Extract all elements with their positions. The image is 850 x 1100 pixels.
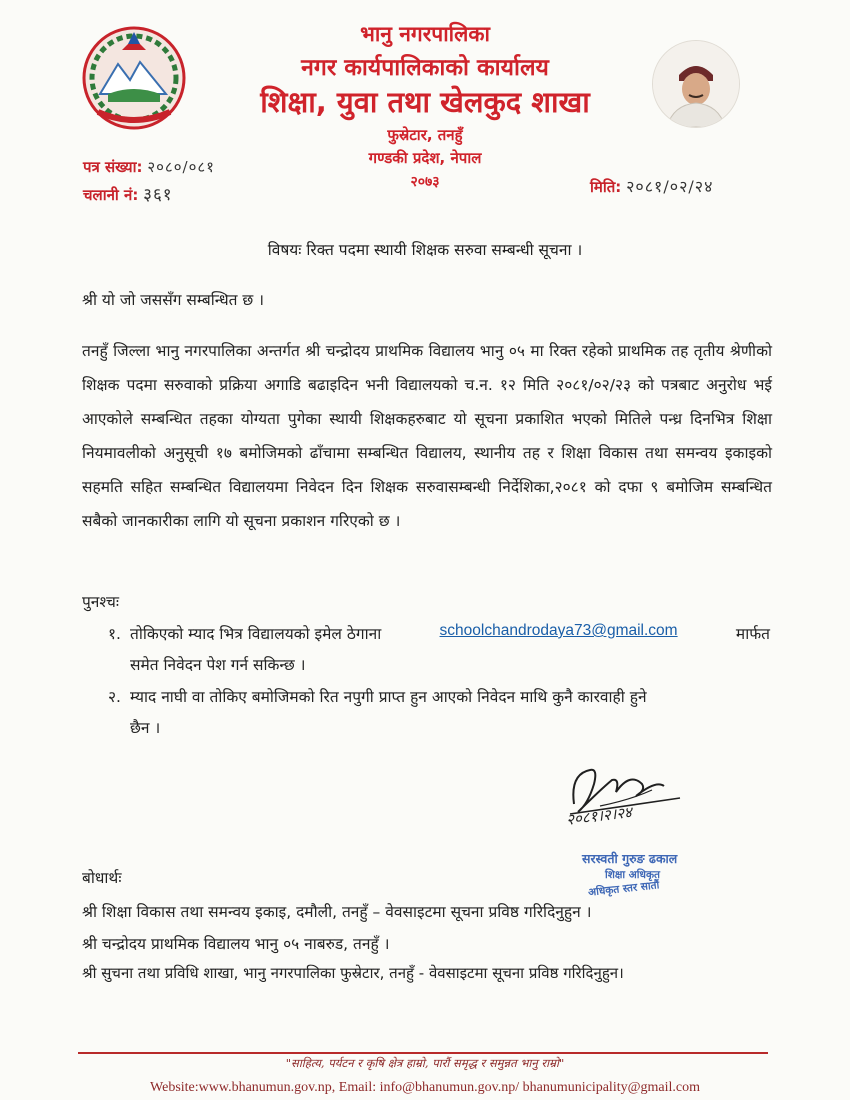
stamp-name: सरस्वती गुरुङ ढकाल xyxy=(582,851,678,866)
note-item-1-number: १. xyxy=(108,625,121,643)
cc-line-2: श्री चन्द्रोदय प्राथमिक विद्यालय भानु ०५ नाबरुड, तनहुँ । xyxy=(82,935,390,953)
cc-line-3: श्री सुचना तथा प्रविधि शाखा, भानु नगरपालिका फुस्रेटार, तनहुँ - वेवसाइटमा सूचना प्रविष्ठ गरिदिनुहुन। xyxy=(82,964,624,982)
signature-date: २०८१।२।२४ xyxy=(565,803,633,829)
municipality-name: भानु नगरपालिका xyxy=(360,22,490,46)
letter-date xyxy=(590,175,713,197)
date-label: मिति: xyxy=(590,178,622,196)
subject-line: विषयः रिक्त पदमा स्थायी शिक्षक सरुवा सम्बन्धी सूचना । xyxy=(267,241,583,259)
footer-contact: Website:www.bhanumun.gov.np, Email: info@bhanumun.gov.np/ bhanumunicipality@gmail.com xyxy=(150,1080,700,1095)
cc-line-1: श्री शिक्षा विकास तथा समन्वय इकाइ, दमौली, तनहुँ – वेवसाइटमा सूचना प्रविष्ठ गरिदिनुहुन । xyxy=(82,903,592,921)
dispatch-number xyxy=(83,182,173,205)
letter-number xyxy=(83,157,215,177)
letter-number-label: पत्र संख्या: xyxy=(83,158,143,176)
signature-icon xyxy=(560,760,720,840)
stamp-role: शिक्षा अधिकृत xyxy=(605,869,661,881)
footer-divider xyxy=(78,1052,768,1054)
note-item-2-number: २. xyxy=(108,688,121,706)
date-value: २०८१/०२/२४ xyxy=(626,177,714,196)
note-item-1-line-2: समेत निवेदन पेश गर्न सकिन्छ । xyxy=(130,656,306,674)
established-year: २०७३ xyxy=(410,174,440,190)
salutation: श्री यो जो जससँग सम्बन्धित छ । xyxy=(82,291,265,309)
letter-number-value: २०८०/०८१ xyxy=(147,158,215,176)
dispatch-number-value: ३६१ xyxy=(143,185,173,205)
stamp-level: अधिकृत स्तर सातौं xyxy=(587,879,660,899)
note-item-1-after: मार्फत xyxy=(735,625,770,643)
address-line-1: फुस्रेटार, तनहुँ xyxy=(387,126,463,144)
note-item-2-line-1: म्याद नाघी वा तोकिए बमोजिमको रित नपुगी प्राप्त हुन आएको निवेदन माथि कुनै कारवाही हुने xyxy=(130,688,647,706)
address-line-2: गण्डकी प्रदेश, नेपाल xyxy=(368,149,482,167)
cc-heading: बोधार्थः xyxy=(82,869,122,887)
branch-name: शिक्षा, युवा तथा खेलकुद शाखा xyxy=(260,85,590,119)
dispatch-number-label: चलानी नं: xyxy=(83,186,139,204)
footer-motto: "साहित्य, पर्यटन र कृषि क्षेत्र हाम्रो, पारौं समृद्ध र समुन्नत भानु राम्रो" xyxy=(285,1056,565,1070)
body-paragraph: तनहुँ जिल्ला भानु नगरपालिका अन्तर्गत श्री चन्द्रोदय प्राथमिक विद्यालय भानु ०५ मा रिक्त रहेको प्राथमिक तह तृतीय श्रेणीको शिक्षक पदमा सरुवाको प्रक्रिया अगाडि बढाइदिन भनी विद्यालयको च.न. १२ मिति २०८१/०२/२३ को पत्रबाट अनुरोध भई आएकोले सम्बन्धित तहका योग्यता पुगेका स्थायी शिक्षकहरुबाट यो सूचना प्रकाशित भएको मितिले पन्ध्र दिनभित्र शिक्षा नियमावलीको अनुसूची १७ बमोजिमको ढाँचामा सम्बन्धित विद्यालय, स्थानीय तह र शिक्षा विकास तथा समन्वय इकाइको सहमति सहित सम्बन्धित विद्यालयमा निवेदन दिन शिक्षक सरुवासम्बन्धी निर्देशिका,२०८१ को दफा ९ बमोजिम सम्बन्धित सबैको जानकारीका लागि यो सूचना प्रकाशन गरिएको छ । xyxy=(82,342,772,530)
note-item-1 xyxy=(130,622,770,644)
office-name: नगर कार्यपालिकाको कार्यालय xyxy=(301,55,549,81)
note-item-2-line-2: छैन । xyxy=(130,719,161,737)
school-email-link[interactable]: schoolchandrodaya73@gmail.com xyxy=(439,622,678,639)
postscript-heading: पुनश्चः xyxy=(82,593,119,611)
note-item-1-text: तोकिएको म्याद भित्र विद्यालयको इमेल ठेगाना xyxy=(130,625,382,643)
